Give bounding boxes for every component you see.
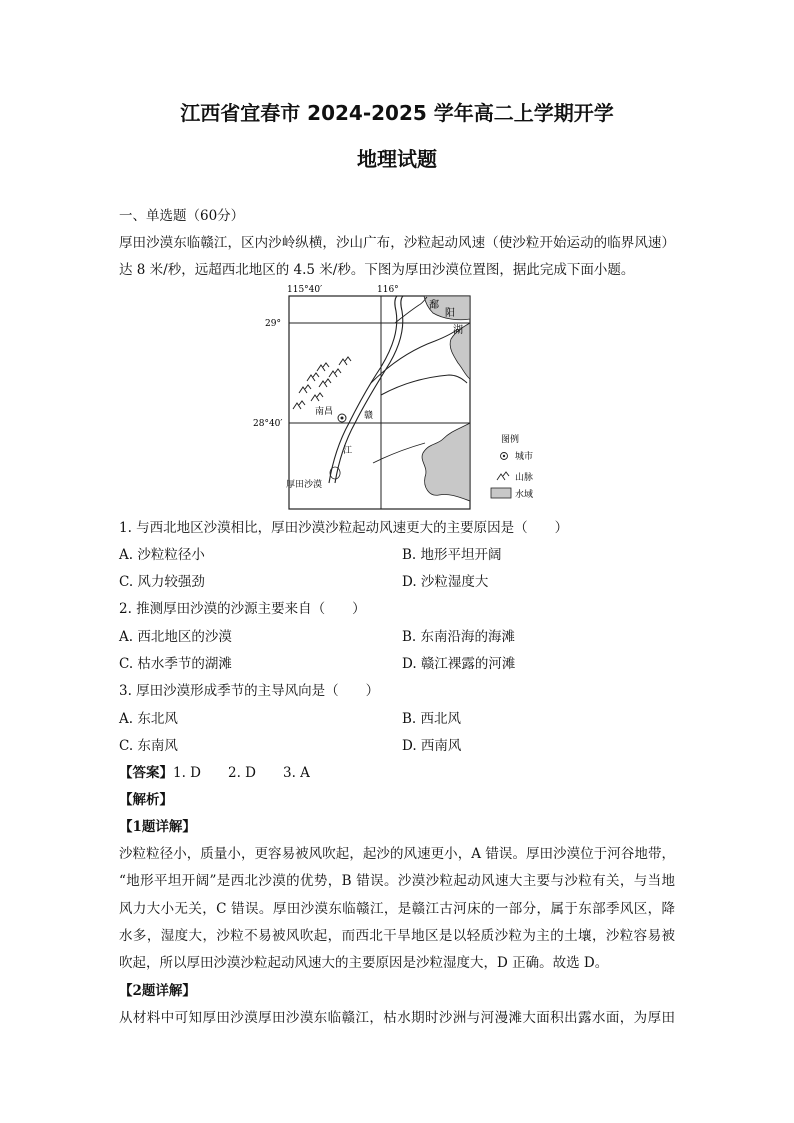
legend-mountain-icon bbox=[497, 472, 509, 480]
intro-line-1: 厚田沙漠东临赣江，区内沙岭纵横，沙山广布，沙粒起动风速（使沙粒开始运动的临界风速） bbox=[119, 235, 675, 251]
intro-line-2: 达 8 米/秒，远超西北地区的 4.5 米/秒。下图为厚田沙漠位置图，据此完成下面小题。 bbox=[119, 262, 635, 278]
question-1-option-b: B. 地形平坦开阔 bbox=[402, 547, 502, 563]
mountain-range-icons bbox=[293, 357, 351, 409]
question-2-stem: 2. 推测厚田沙漠的沙源主要来自（ ） bbox=[119, 601, 366, 617]
q2-analysis-label: 【2题详解】 bbox=[119, 983, 196, 999]
legend-mountain-label: 山脉 bbox=[515, 473, 534, 483]
question-1-stem: 1. 与西北地区沙漠相比，厚田沙漠沙粒起动风速更大的主要原因是（ ） bbox=[119, 520, 569, 536]
lake-label-hu: 湖 bbox=[453, 325, 463, 336]
legend-water-label: 水域 bbox=[515, 490, 534, 500]
answer-text: 1. D 2. D 3. A bbox=[173, 765, 310, 781]
lat-label-29: 29° bbox=[265, 319, 281, 329]
lon-label-116: 116° bbox=[377, 285, 399, 295]
q1-analysis-line-1: 沙粒粒径小，质量小，更容易被风吹起，起沙的风速更小，A 错误。厚田沙漠位于河谷地带， bbox=[119, 846, 675, 862]
q1-analysis-line-3: 风力大小无关，C 错误。厚田沙漠东临赣江，是赣江古河床的一部分，属于东部季风区，降 bbox=[119, 901, 675, 917]
lake-label-po: 鄱 bbox=[429, 300, 439, 311]
q1-analysis-line-5: 吹起，所以厚田沙漠沙粒起动风速大的主要原因是沙粒湿度大，D 正确。故选 D。 bbox=[119, 955, 609, 971]
city-label-nanchang: 南昌 bbox=[315, 407, 334, 417]
legend-city-label: 城市 bbox=[515, 452, 534, 462]
lon-label-11540: 115°40′ bbox=[287, 285, 323, 295]
legend-water-icon bbox=[491, 488, 511, 498]
q1-analysis-line-4: 水多，湿度大，沙粒不易被风吹起，而西北干旱地区是以轻质沙粒为主的土壤，沙粒容易被 bbox=[119, 928, 675, 944]
lake-label-yang: 阳 bbox=[445, 308, 455, 319]
question-2-option-a: A. 西北地区的沙漠 bbox=[119, 629, 232, 645]
document-title: 江西省宜春市 2024-2025 学年高二上学期开学 bbox=[180, 101, 614, 125]
question-3-option-c: C. 东南风 bbox=[119, 738, 178, 754]
q1-analysis-label: 【1题详解】 bbox=[119, 819, 196, 835]
section-heading: 一、单选题（60分） bbox=[119, 208, 245, 224]
question-3-option-a: A. 东北风 bbox=[119, 711, 178, 727]
answer-label: 【答案】 bbox=[119, 765, 173, 781]
desert-label: 厚田沙漠 bbox=[286, 480, 323, 490]
desert-marker bbox=[330, 467, 340, 479]
question-1-option-d: D. 沙粒湿度大 bbox=[402, 574, 489, 590]
question-3-stem: 3. 厚田沙漠形成季节的主导风向是（ ） bbox=[119, 683, 380, 699]
answer-row bbox=[119, 761, 310, 781]
question-2-option-c: C. 枯水季节的湖滩 bbox=[119, 656, 232, 672]
question-1-option-a: A. 沙粒粒径小 bbox=[119, 547, 205, 563]
question-3-option-d: D. 西南风 bbox=[402, 738, 462, 754]
river-branch-east bbox=[381, 375, 467, 395]
river-label-gan: 赣 bbox=[364, 411, 374, 421]
legend-title: 图例 bbox=[501, 435, 520, 445]
question-3-option-b: B. 西北风 bbox=[402, 711, 462, 727]
location-map bbox=[253, 283, 548, 513]
lake-water-south bbox=[422, 423, 470, 501]
river-label-jiang: 江 bbox=[343, 446, 353, 456]
q2-analysis-line-1: 从材料中可知厚田沙漠厚田沙漠东临赣江，枯水期时沙洲与河漫滩大面积出露水面，为厚田 bbox=[119, 1010, 675, 1026]
q1-analysis-line-2: “地形平坦开阔”是西北沙漠的优势，B 错误。沙漠沙粒起动风速大主要与沙粒有关，与当地 bbox=[119, 873, 675, 889]
river-branch-lake bbox=[395, 297, 427, 323]
document-subtitle: 地理试题 bbox=[357, 147, 437, 171]
analysis-label: 【解析】 bbox=[119, 792, 173, 808]
question-2-option-d: D. 赣江裸露的河滩 bbox=[402, 656, 516, 672]
question-1-option-c: C. 风力较强劲 bbox=[119, 574, 205, 590]
question-2-option-b: B. 东南沿海的海滩 bbox=[402, 629, 516, 645]
lat-label-2840: 28°40′ bbox=[253, 419, 283, 429]
gan-river-west-bank bbox=[329, 296, 397, 483]
nanchang-city-dot bbox=[341, 417, 344, 420]
